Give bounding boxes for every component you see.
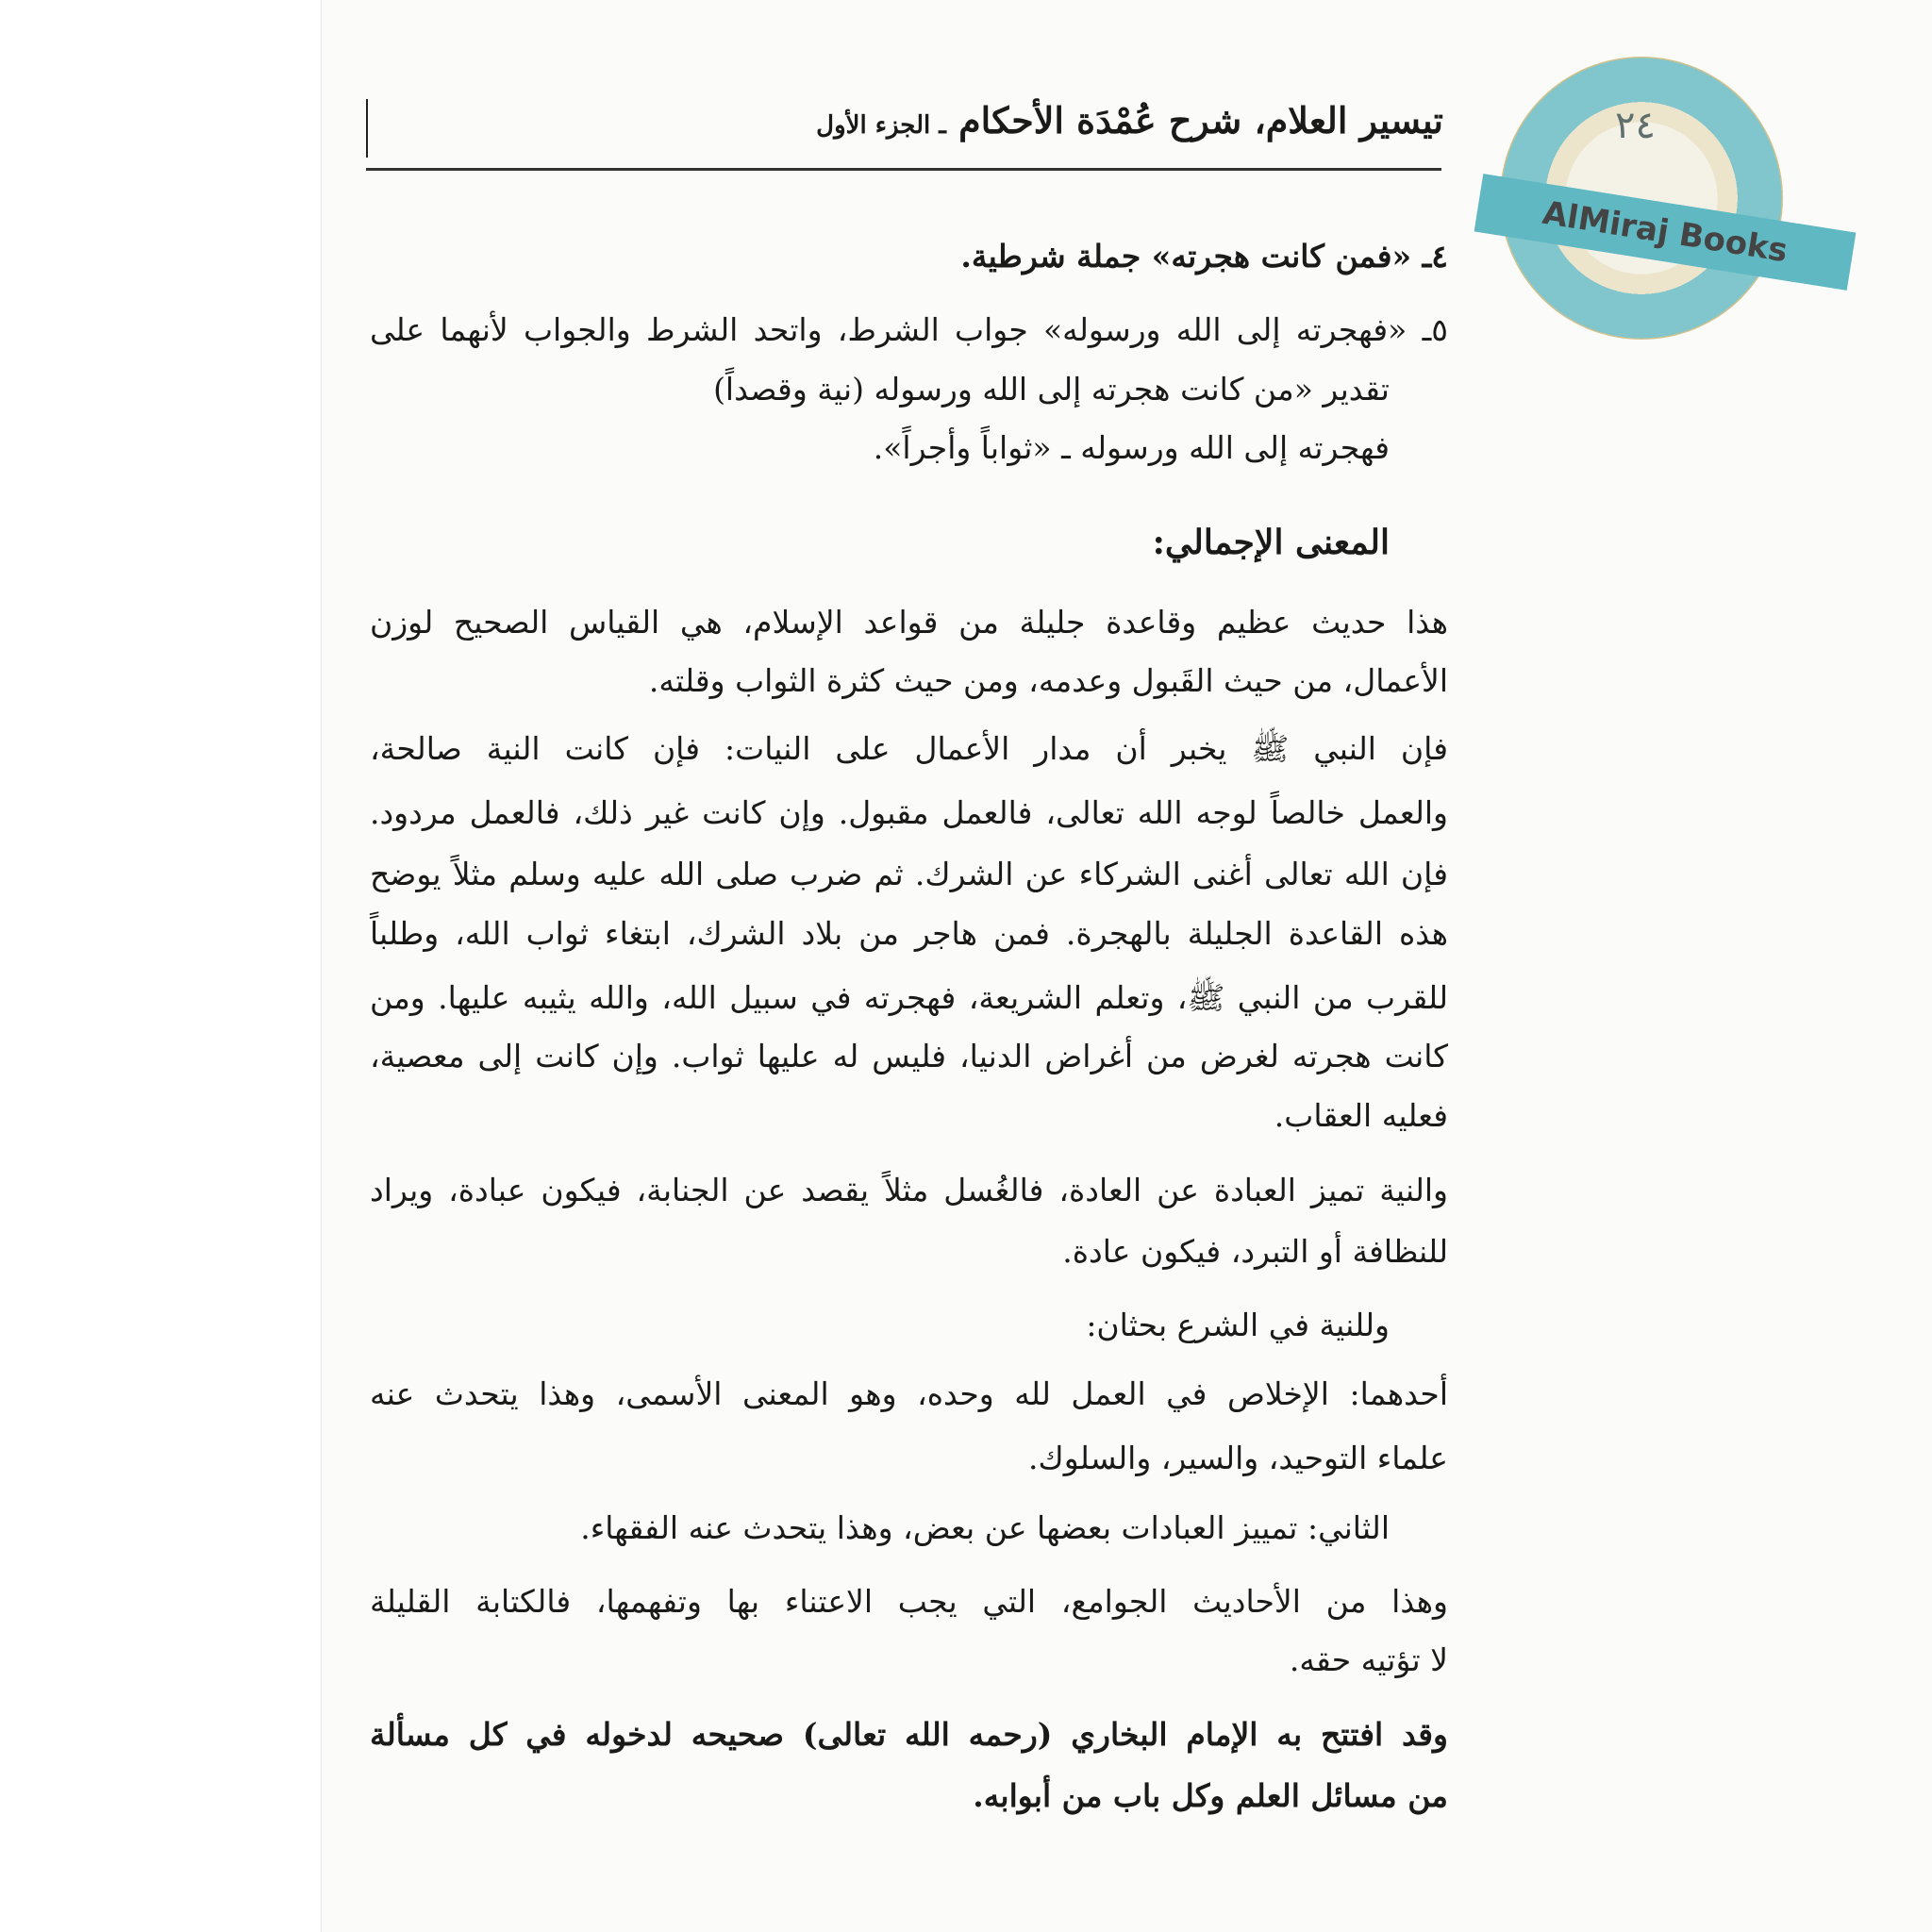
text-line: الأعمال، من حيث القَبول وعدمه، ومن حيث كثرة الثواب وقلته.: [648, 662, 1448, 699]
text-line: تقدير «من كانت هجرته إلى الله ورسوله (نية وقصداً): [713, 371, 1390, 408]
section-heading: المعنى الإجمالي:: [1152, 523, 1390, 562]
text-line: هذا حديث عظيم وقاعدة جليلة من قواعد الإسلام، هي القياس الصحيح لوزن: [370, 604, 1448, 641]
text-line: والنية تميز العبادة عن العادة، فالغُسل مثلاً يقصد عن الجنابة، فيكون عبادة، ويراد: [370, 1172, 1448, 1208]
text-line: فهجرته إلى الله ورسوله ـ «ثواباً وأجراً».: [873, 429, 1390, 466]
volume-label: ـ الجزء الأول: [816, 111, 946, 140]
running-header: [366, 99, 1443, 158]
text-line: هذه القاعدة الجليلة بالهجرة. فمن هاجر من بلاد الشرك، ابتغاء ثواب الله، وطلباً: [370, 915, 1448, 952]
book-title: تيسير العلام، شرح عُمْدَة الأحكام: [958, 99, 1443, 142]
text-line: ٥ـ «فهجرته إلى الله ورسوله» جواب الشرط، واتحد الشرط والجواب لأنهما على: [370, 311, 1448, 348]
text-line: كانت هجرته لغرض من أغراض الدنيا، فليس له عليها ثواب. وإن كانت إلى معصية،: [370, 1038, 1448, 1074]
text-line: أحدهما: الإخلاص في العمل لله وحده، وهو المعنى الأسمى، وهذا يتحدث عنه: [370, 1375, 1448, 1412]
text-line: وللنية في الشرع بحثان:: [1086, 1307, 1390, 1343]
text-line: للقرب من النبي ﷺ، وتعلم الشريعة، فهجرته في سبيل الله، والله يثيبه عليها. ومن: [370, 979, 1448, 1016]
watermark-ribbon: AlMiraj Books: [1474, 174, 1857, 291]
text-line: والعمل خالصاً لوجه الله تعالى، فالعمل مقبول. وإن كانت غير ذلك، فالعمل مردود.: [370, 794, 1448, 831]
header-title: [816, 99, 1443, 142]
text-line: ٤ـ «فمن كانت هجرته» جملة شرطية.: [960, 238, 1448, 275]
text-line: وقد افتتح به الإمام البخاري (رحمه الله تعالى) صحيحه لدخوله في كل مسألة: [370, 1716, 1448, 1753]
text-line: من مسائل العلم وكل باب من أبوابه.: [973, 1777, 1448, 1814]
text-line: وهذا من الأحاديث الجوامع، التي يجب الاعتناء بها وتفهمها، فالكتابة القليلة: [370, 1583, 1448, 1620]
text-line: لا تؤتيه حقه.: [1289, 1641, 1448, 1678]
text-line: فإن الله تعالى أغنى الشركاء عن الشرك. ثم ضرب صلى الله عليه وسلم مثلاً يوضح: [370, 856, 1448, 892]
text-line: للنظافة أو التبرد، فيكون عادة.: [1062, 1233, 1448, 1270]
page-number: ٢٤: [1615, 104, 1656, 147]
text-line: علماء التوحيد، والسير، والسلوك.: [1028, 1440, 1448, 1476]
text-line: فإن النبي ﷺ يخبر أن مدار الأعمال على النيات: فإن كانت النية صالحة،: [370, 730, 1448, 767]
text-line: الثاني: تمييز العبادات بعضها عن بعض، وهذا يتحدث عنه الفقهاء.: [580, 1509, 1390, 1546]
header-rule: [366, 168, 1441, 171]
text-line: فعليه العقاب.: [1274, 1097, 1448, 1134]
